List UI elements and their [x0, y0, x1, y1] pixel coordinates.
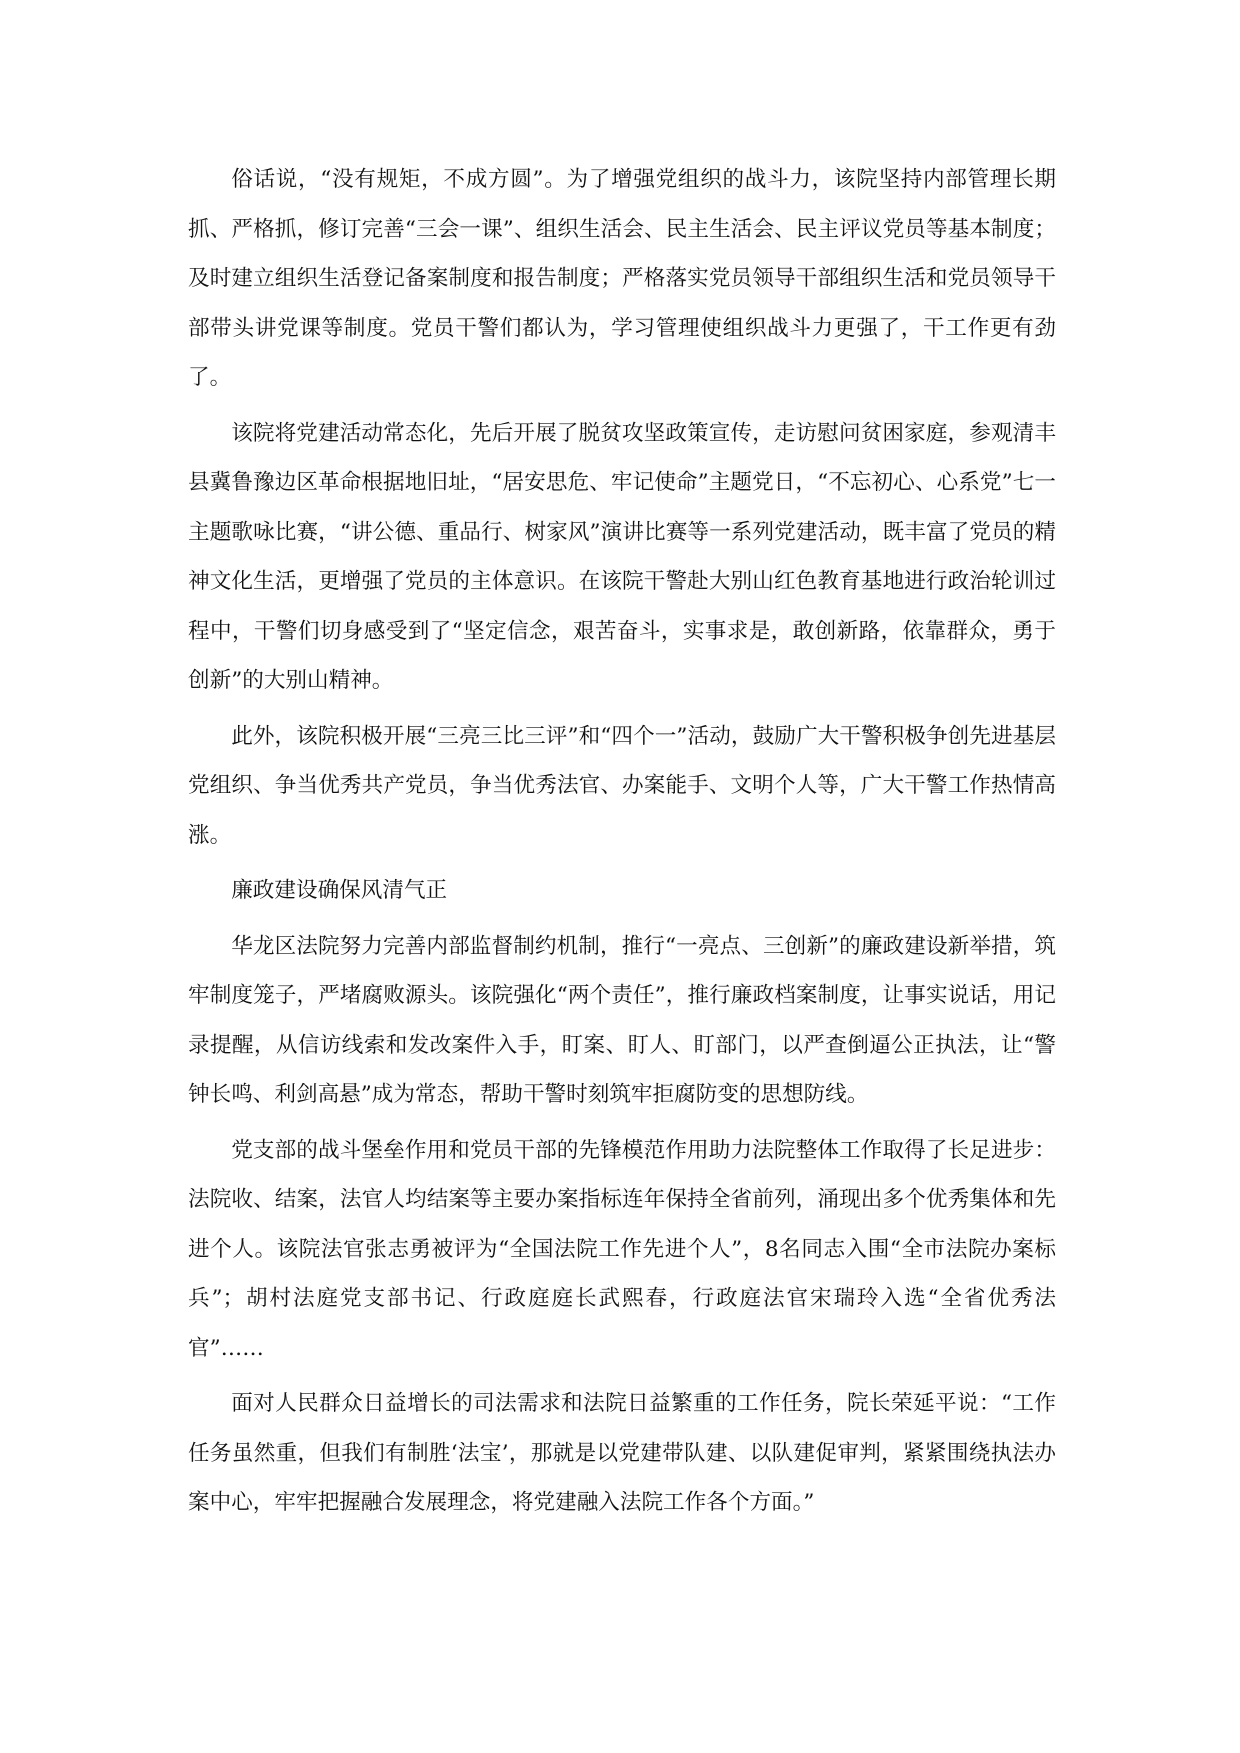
document-body [188, 155, 1056, 1534]
section-heading: 廉政建设确保风清气正 [231, 878, 448, 903]
paragraph-supervision: 华龙区法院努力完善内部监督制约机制，推行“一亮点、三创新”的廉政建设新举措，筑牢制度笼子，严堵腐败源头。该院强化“两个责任”，推行廉政档案制度，让事实说话，用记录提醒，从信访线索和发改案件入手，盯案、盯人、盯部门，以严查倒逼公正执法，让“警钟长鸣、利剑高悬”成为常态，帮助干警时刻筑牢拒腐防变的思想防线。 [188, 933, 1056, 1107]
paragraph-campaigns: 此外，该院积极开展“三亮三比三评”和“四个一”活动，鼓励广大干警积极争创先进基层党组织、争当优秀共产党员，争当优秀法官、办案能手、文明个人等，广大干警工作热情高涨。 [188, 723, 1056, 848]
paragraph-achievements: 党支部的战斗堡垒作用和党员干部的先锋模范作用助力法院整体工作取得了长足进步：法院收、结案，法官人均结案等主要办案指标连年保持全省前列，涌现出多个优秀集体和先进个人。该院法官张志勇被评为“全国法院工作先进个人”，8名同志入围“全市法院办案标兵”；胡村法庭党支部书记、行政庭庭长武熙春，行政庭法官宋瑞玲入选“全省优秀法官”…… [188, 1137, 1056, 1361]
paragraph-quote: 面对人民群众日益增长的司法需求和法院日益繁重的工作任务，院长荣延平说：“工作任务虽然重，但我们有制胜‘法宝’，那就是以党建带队建、以队建促审判，紧紧围绕执法办案中心，牢牢把握融合发展理念，将党建融入法院工作各个方面。” [188, 1391, 1056, 1515]
paragraph-activities: 该院将党建活动常态化，先后开展了脱贫攻坚政策宣传，走访慰问贫困家庭，参观清丰县冀鲁豫边区革命根据地旧址，“居安思危、牢记使命”主题党日，“不忘初心、心系党”七一主题歌咏比赛，“讲公德、重品行、树家风”演讲比赛等一系列党建活动，既丰富了党员的精神文化生活，更增强了党员的主体意识。在该院干警赴大别山红色教育基地进行政治轮训过程中，干警们切身感受到了“坚定信念，艰苦奋斗，实事求是，敢创新路，依靠群众，勇于创新”的大别山精神。 [188, 420, 1056, 693]
paragraph-rules: 俗话说，“没有规矩，不成方圆”。为了增强党组织的战斗力，该院坚持内部管理长期抓、严格抓，修订完善“三会一课”、组织生活会、民主生活会、民主评议党员等基本制度；及时建立组织生活登记备案制度和报告制度；严格落实党员领导干部组织生活和党员领导干部带头讲党课等制度。党员干警们都认为，学习管理使组织战斗力更强了，干工作更有劲了。 [188, 167, 1056, 390]
